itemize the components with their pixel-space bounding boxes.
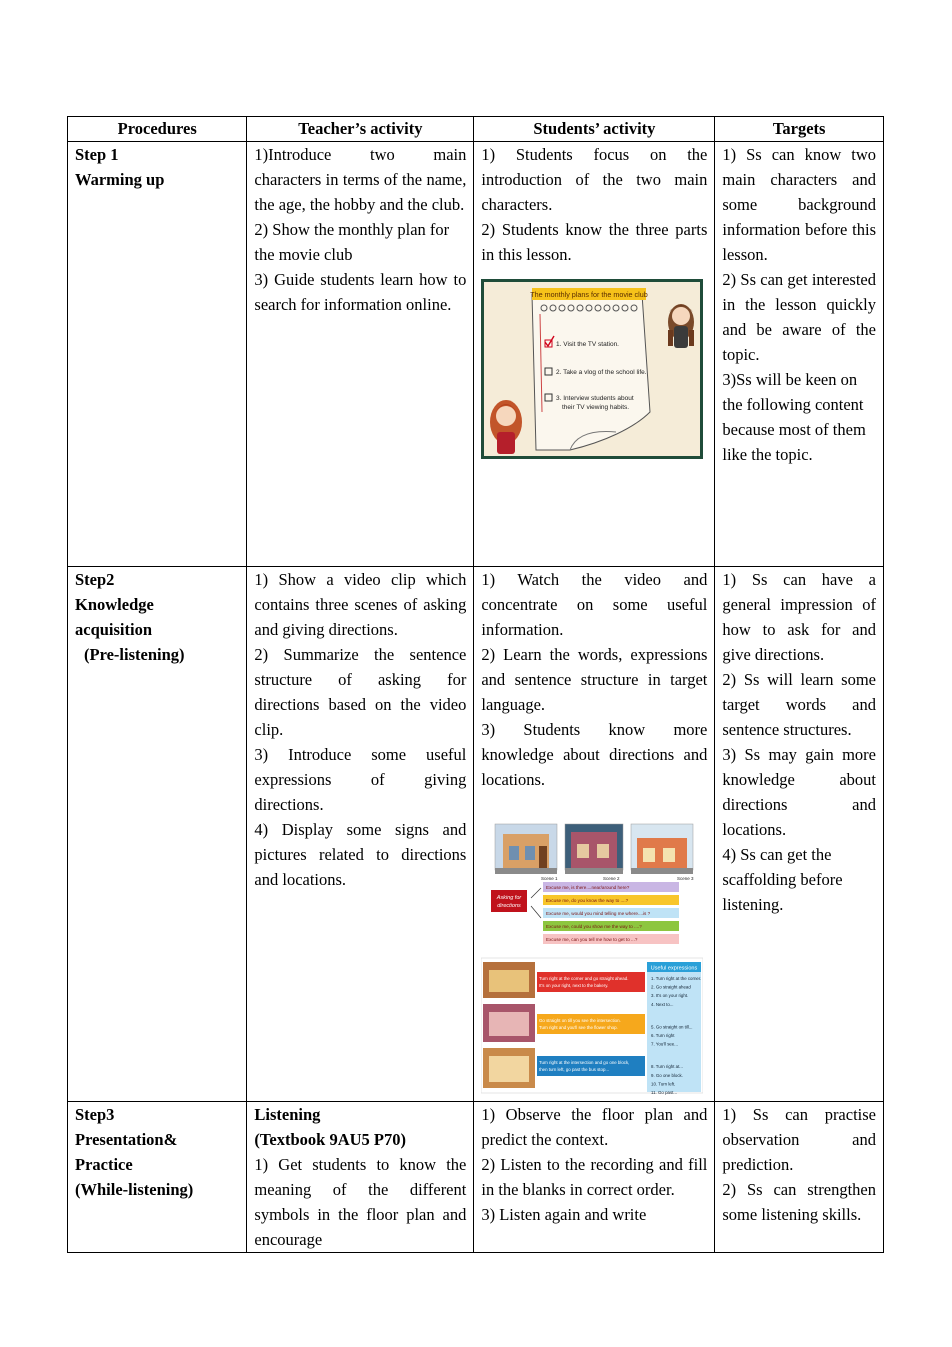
question-list bbox=[543, 882, 679, 944]
teacher-item: 3) Guide students learn how to search for information online. bbox=[254, 270, 467, 314]
useful-expression: 1. Turn right at the corner. bbox=[651, 976, 702, 981]
students-item: 3) Students know more knowledge about directions and locations. bbox=[481, 720, 708, 789]
header-students-activity: Students’ activity bbox=[474, 117, 715, 142]
students-activity-cell bbox=[474, 567, 715, 1102]
direction-text: Go straight on till you see the intersection. Turn right and you'll see the flower shop. bbox=[539, 1018, 622, 1030]
step-subtitle: Warming up bbox=[75, 170, 165, 189]
question-text: Excuse me, is there....near/around here? bbox=[546, 885, 630, 890]
direction-bar bbox=[537, 1014, 645, 1034]
target-item: 2) Ss can strengthen some listening skills. bbox=[722, 1180, 876, 1224]
step-subtitle: Practice bbox=[75, 1155, 133, 1174]
scene-label: Scene 3 bbox=[677, 876, 694, 881]
target-item: 1) Ss can practise observation and prediction. bbox=[722, 1105, 876, 1174]
useful-expression: 8. Turn right at... bbox=[651, 1064, 684, 1070]
teacher-heading: (Textbook 9AU5 P70) bbox=[254, 1130, 406, 1149]
direction-text: Turn right at the corner and go straight ahead. It's on your right, next to the bakery. bbox=[539, 976, 629, 988]
useful-expression: 9. Go one block. bbox=[651, 1072, 684, 1078]
teacher-item: 3) Introduce some useful expressions of giving directions. bbox=[254, 745, 467, 814]
useful-expression: 10. Turn left. bbox=[651, 1081, 676, 1087]
useful-expression: 4. Next to... bbox=[651, 1001, 674, 1007]
table-row-step2 bbox=[68, 567, 884, 1102]
students-item: 2) Students know the three parts in this lesson. bbox=[481, 220, 708, 264]
targets-cell bbox=[715, 1102, 884, 1253]
header-row bbox=[68, 117, 884, 142]
students-activity-cell bbox=[474, 142, 715, 567]
scene-label: Scene 2 bbox=[603, 876, 620, 881]
teacher-activity-cell bbox=[247, 1102, 474, 1253]
scene-label: Scene 1 bbox=[541, 876, 558, 881]
scene-thumbnail bbox=[483, 1004, 535, 1042]
scene-picture bbox=[565, 824, 623, 881]
directions-illustration bbox=[481, 820, 703, 1095]
teacher-item: 1)Introduce two main characters in terms of the name, the age, the hobby and the club. bbox=[254, 145, 467, 214]
character-girl-icon bbox=[668, 304, 694, 348]
procedure-cell bbox=[68, 1102, 247, 1253]
monthly-plan-slide bbox=[481, 279, 703, 459]
target-item: 3)Ss will be keen on the following content because most of them like the topic. bbox=[722, 370, 866, 464]
targets-cell bbox=[715, 142, 884, 567]
question-text: Excuse me, can you tell me how to get to ...? bbox=[546, 937, 638, 942]
teacher-activity-cell bbox=[247, 567, 474, 1102]
header-procedures: Procedures bbox=[68, 117, 247, 142]
step-subtitle: acquisition bbox=[75, 620, 153, 639]
teacher-item: 2) Show the monthly plan for the movie club bbox=[254, 220, 450, 264]
step-subtitle: (Pre-listening) bbox=[84, 645, 185, 664]
teacher-item: 2) Summarize the sentence structure of asking for directions based on the video clip. bbox=[254, 645, 467, 739]
useful-expression: 7. You'll see... bbox=[651, 1041, 679, 1047]
step-title: Step3 bbox=[75, 1105, 115, 1124]
step-subtitle: Presentation& bbox=[75, 1130, 178, 1149]
question-text: Excuse me, do you know the way to ....? bbox=[546, 898, 629, 903]
lesson-plan-table bbox=[67, 116, 884, 1253]
header-targets: Targets bbox=[715, 117, 884, 142]
target-item: 2) Ss will learn some target words and sentence structures. bbox=[722, 670, 876, 739]
monthly-plan-illustration bbox=[484, 282, 700, 456]
plan-item: 2. Take a vlog of the school life. bbox=[556, 369, 647, 376]
step-subtitle: (While-listening) bbox=[75, 1180, 194, 1199]
scene-thumbnail bbox=[483, 1048, 535, 1088]
scene-thumbnail bbox=[483, 962, 535, 998]
teacher-heading: Listening bbox=[254, 1105, 321, 1124]
procedure-cell bbox=[68, 142, 247, 567]
useful-expression: 6. Turn right bbox=[651, 1033, 675, 1038]
targets-cell bbox=[715, 567, 884, 1102]
target-item: 1) Ss can know two main characters and some background information before this lesson. bbox=[722, 145, 876, 264]
teacher-item: 1) Get students to know the meaning of the different symbols in the floor plan and encourage bbox=[254, 1155, 467, 1249]
direction-bar bbox=[537, 1056, 645, 1076]
useful-expression: 11. Go past... bbox=[651, 1090, 678, 1095]
step-title: Step2 bbox=[75, 570, 115, 589]
table-row-step1 bbox=[68, 142, 884, 567]
character-girl-icon bbox=[490, 400, 522, 454]
useful-expression: 3. It's on your right. bbox=[651, 993, 689, 999]
target-item: 4) Ss can get the scaffolding before listening. bbox=[722, 845, 843, 914]
students-activity-cell bbox=[474, 1102, 715, 1253]
plan-item: 1. Visit the TV station. bbox=[556, 341, 620, 348]
target-item: 3) Ss may gain more knowledge about directions and locations. bbox=[722, 745, 876, 839]
plan-item: 3. Interview students about bbox=[556, 395, 635, 402]
scene-picture bbox=[631, 824, 694, 881]
direction-list bbox=[537, 972, 645, 1076]
teacher-activity-cell bbox=[247, 142, 474, 567]
teacher-item: 4) Display some signs and pictures related to directions and locations. bbox=[254, 820, 467, 889]
target-item: 2) Ss can get interested in the lesson quickly and be aware of the topic. bbox=[722, 270, 876, 364]
direction-text: Turn right at the intersection and go one block, then turn left, go past the bus stop... bbox=[539, 1060, 630, 1072]
students-item: 2) Learn the words, expressions and sentence structure in target language. bbox=[481, 645, 708, 714]
scene-picture bbox=[495, 824, 558, 881]
step-title: Step 1 bbox=[75, 145, 119, 164]
direction-bar bbox=[537, 972, 645, 992]
step-subtitle: Knowledge bbox=[75, 595, 154, 614]
students-item: 3) Listen again and write bbox=[481, 1205, 647, 1224]
question-text: Excuse me, could you show me the way to ....? bbox=[546, 924, 643, 929]
question-text: Excuse me, would you mind telling me where....is ? bbox=[546, 911, 651, 916]
useful-expression: 2. Go straight ahead bbox=[651, 984, 692, 990]
procedure-cell bbox=[68, 567, 247, 1102]
slide-title: The monthly plans for the movie club bbox=[530, 290, 649, 299]
header-teacher-activity: Teacher’s activity bbox=[247, 117, 474, 142]
students-item: 1) Observe the floor plan and predict the context. bbox=[481, 1105, 708, 1149]
useful-expression: 5. Go straight on till... bbox=[651, 1024, 693, 1030]
teacher-item: 1) Show a video clip which contains three scenes of asking and giving directions. bbox=[254, 570, 467, 639]
target-item: 1) Ss can have a general impression of how to ask for and give directions. bbox=[722, 570, 876, 664]
students-item: 1) Watch the video and concentrate on some useful information. bbox=[481, 570, 708, 639]
useful-title: Useful expressions bbox=[651, 965, 698, 972]
plan-item: their TV viewing habits. bbox=[562, 404, 630, 411]
students-item: 2) Listen to the recording and fill in the blanks in correct order. bbox=[481, 1155, 708, 1199]
asking-label: directions bbox=[497, 903, 522, 909]
students-item: 1) Students focus on the introduction of the two main characters. bbox=[481, 145, 708, 214]
directions-slides bbox=[481, 820, 703, 1095]
table-row-step3 bbox=[68, 1102, 884, 1253]
asking-label: Asking for bbox=[497, 895, 522, 901]
